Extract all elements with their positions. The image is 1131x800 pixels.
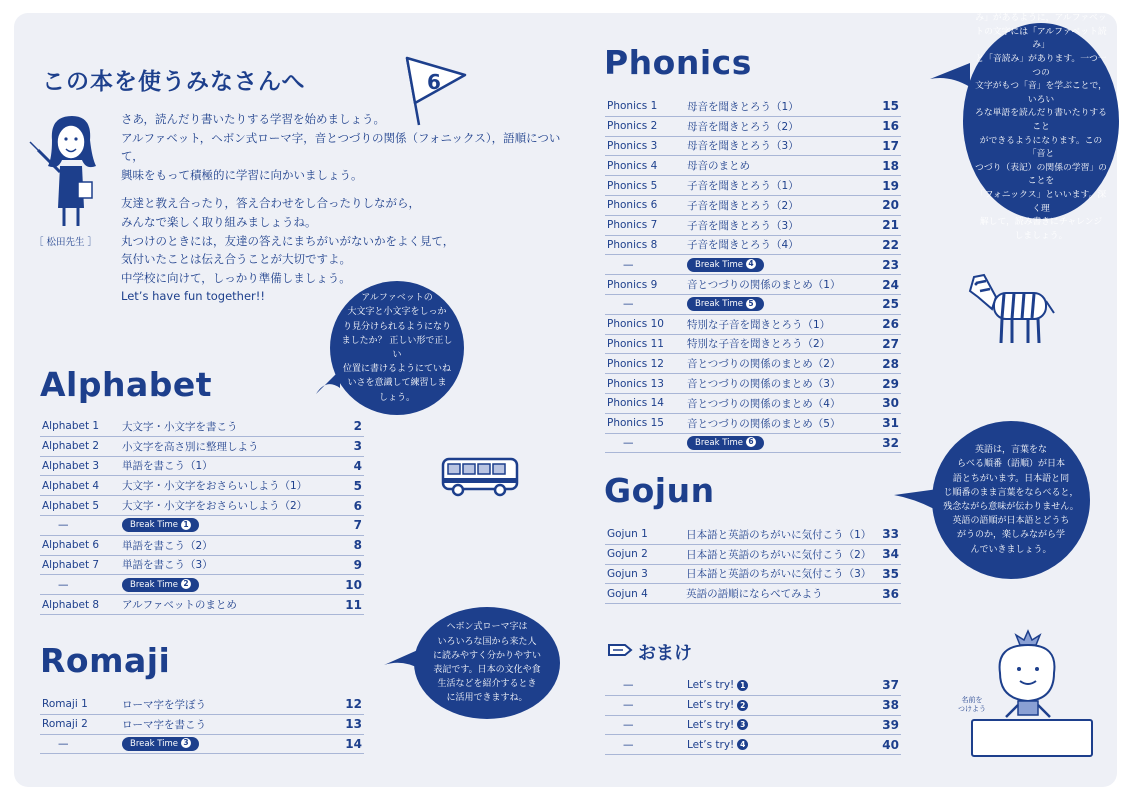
intro-line: 興味をもって積極的に学習に向かいましょう。 <box>121 167 363 182</box>
toc-row-title: 日本語と英語のちがいに気付こう（3） <box>686 564 871 584</box>
intro-line: 気付いたことは伝え合うことが大切ですよ。 <box>121 252 351 267</box>
toc-row-page: 39 <box>871 715 901 735</box>
toc-row-code: Phonics 8 <box>605 235 687 255</box>
toc-row-code: Phonics 10 <box>605 314 687 334</box>
toc-row <box>605 156 901 176</box>
toc-row-page: 13 <box>334 714 364 734</box>
toc-row <box>605 676 901 695</box>
toc-row-code: — <box>605 433 687 453</box>
toc-row-title: 子音を聞きとろう（1） <box>687 176 871 196</box>
toc-row-title: 音とつづりの関係のまとめ（2） <box>687 354 871 374</box>
toc-row-code: Gojun 3 <box>605 564 686 584</box>
toc-row-title <box>687 735 871 755</box>
toc-row-code: Phonics 3 <box>605 136 687 156</box>
toc-row-page: 8 <box>334 535 364 555</box>
bus-icon <box>440 456 520 498</box>
toc-row-title: 母音のまとめ <box>687 156 871 176</box>
toc-row-code: — <box>40 575 122 595</box>
toc-row-code: Alphabet 6 <box>40 535 122 555</box>
toc-row-page: 31 <box>871 413 901 433</box>
toc-row-page: 32 <box>871 433 901 453</box>
toc-row-page: 29 <box>871 374 901 394</box>
toc-row-page: 7 <box>334 515 364 535</box>
toc-row-title: 子音を聞きとろう（4） <box>687 235 871 255</box>
toc-row-page: 28 <box>871 354 901 374</box>
break-time-number: 2 <box>181 579 191 589</box>
toc-row-title: 英語の語順にならべてみよう <box>686 584 871 604</box>
toc-row-page: 33 <box>871 525 901 544</box>
toc-row-code: — <box>605 255 687 275</box>
toc-row-title: 日本語と英語のちがいに気付こう（1） <box>686 525 871 544</box>
toc-row-code: Alphabet 8 <box>40 595 122 615</box>
toc-row <box>605 393 901 413</box>
toc-row-title: ローマ字を書こう <box>122 714 334 734</box>
toc-table-alphabet <box>40 417 364 615</box>
toc-row <box>40 595 364 615</box>
toc-row <box>605 294 901 314</box>
toc-row-page: 25 <box>871 294 901 314</box>
toc-row-page: 14 <box>334 734 364 754</box>
toc-row-code: Phonics 14 <box>605 393 687 413</box>
toc-row-code: Alphabet 5 <box>40 496 122 516</box>
toc-row-code: Phonics 6 <box>605 195 687 215</box>
toc-row <box>40 734 364 754</box>
toc-row-page: 38 <box>871 695 901 715</box>
break-time-pill: Break Time 6 <box>687 436 764 450</box>
toc-row-page: 3 <box>334 436 364 456</box>
toc-row-code: Alphabet 3 <box>40 456 122 476</box>
toc-row <box>40 476 364 496</box>
toc-row <box>605 735 901 755</box>
toc-row-page: 11 <box>334 595 364 615</box>
toc-row-page: 15 <box>871 97 901 116</box>
toc-row-title: 音とつづりの関係のまとめ（1） <box>687 275 871 295</box>
lets-try-label: Let’s try! <box>687 718 735 731</box>
toc-row-page: 2 <box>334 417 364 436</box>
toc-row <box>605 195 901 215</box>
toc-row-code: — <box>605 695 687 715</box>
toc-row <box>40 436 364 456</box>
toc-row-page: 18 <box>871 156 901 176</box>
break-time-number: 3 <box>181 738 191 748</box>
toc-row-page: 4 <box>334 456 364 476</box>
section-title-phonics: Phonics <box>604 43 752 82</box>
lets-try-label: Let’s try! <box>687 738 735 751</box>
toc-row <box>40 695 364 714</box>
intro-line: みんなで楽しく取り組みましょうね。 <box>121 214 317 229</box>
lets-try-number: 2 <box>737 700 748 711</box>
toc-row-page: 19 <box>871 176 901 196</box>
toc-row-page: 40 <box>871 735 901 755</box>
toc-row <box>605 255 901 275</box>
toc-table-omake <box>605 676 901 755</box>
zebra-icon <box>966 267 1058 349</box>
toc-page <box>14 0 1117 787</box>
break-time-number: 5 <box>746 299 756 309</box>
toc-row-title <box>687 676 871 695</box>
toc-row-page: 22 <box>871 235 901 255</box>
section-title-romaji: Romaji <box>40 641 171 680</box>
lets-try-number: 3 <box>737 719 748 730</box>
teacher-label: ［ 松田先生 ］ <box>34 237 98 248</box>
bubble-tail <box>892 485 940 515</box>
toc-row <box>605 215 901 235</box>
toc-row <box>40 535 364 555</box>
toc-row <box>40 515 364 535</box>
toc-row-page: 37 <box>871 676 901 695</box>
toc-row-title: 母音を聞きとろう（1） <box>687 97 871 116</box>
toc-row-code: Alphabet 4 <box>40 476 122 496</box>
section-title-omake: おまけ <box>638 643 692 664</box>
toc-row <box>605 564 901 584</box>
intro-line: 丸つけのときには，友達の答えにまちがいがないかをよく見て， <box>121 233 455 248</box>
toc-row-code: Alphabet 1 <box>40 417 122 436</box>
break-time-number: 6 <box>746 437 756 447</box>
toc-row-page: 34 <box>871 544 901 564</box>
lets-try-label: Let’s try! <box>687 699 735 712</box>
teacher-illustration <box>36 108 106 233</box>
toc-row-title <box>122 575 334 595</box>
break-time-number: 4 <box>746 259 756 269</box>
name-input-box[interactable] <box>971 719 1093 757</box>
toc-row <box>605 413 901 433</box>
toc-row <box>40 417 364 436</box>
break-time-pill: Break Time 4 <box>687 258 764 272</box>
romaji-speech-bubble: ヘボン式ローマ字は いろいろな国から来た人 に読みやすく分かりやすい 表記です。日本の文化や食 生活などを紹介するとき に活用できますね。 <box>414 607 560 719</box>
toc-row-title: 子音を聞きとろう（2） <box>687 195 871 215</box>
toc-row-page: 20 <box>871 195 901 215</box>
toc-row <box>605 235 901 255</box>
toc-row-code: Phonics 15 <box>605 413 687 433</box>
toc-row-title <box>687 695 871 715</box>
toc-row <box>40 456 364 476</box>
toc-row <box>40 575 364 595</box>
toc-row <box>605 584 901 604</box>
toc-row-code: Phonics 4 <box>605 156 687 176</box>
lets-try-label: Let’s try! <box>687 679 735 692</box>
toc-row-page: 26 <box>871 314 901 334</box>
toc-table-romaji <box>40 695 364 754</box>
toc-row-code: Romaji 2 <box>40 714 122 734</box>
toc-row-title: 特別な子音を聞きとろう（1） <box>687 314 871 334</box>
toc-row-title: 母音を聞きとろう（3） <box>687 136 871 156</box>
phonics-speech-bubble: 漢字に「音読み」と「訓読 み」があるように，アルファベッ トの文字には「アルファベット読み」 と「音読み」があります。一つ一つの 文字がもつ「音」を学ぶことで，いろい ろな単語を読んだり書いたりすること ができるようになります。この「音と つづり（表記）の関係の学習」のことを 「フォニックス」といいます。深く理 解して，読み書きにチャレンジ しましょう。 <box>963 23 1119 219</box>
bubble-tail <box>382 645 422 675</box>
toc-row-page: 27 <box>871 334 901 354</box>
toc-row-code: — <box>605 715 687 735</box>
toc-row <box>605 176 901 196</box>
toc-row-page: 16 <box>871 116 901 136</box>
toc-row <box>605 374 901 394</box>
break-time-pill: Break Time 5 <box>687 297 764 311</box>
name-label: 名前を つけよう <box>958 696 986 713</box>
break-time-pill: Break Time 2 <box>122 578 199 592</box>
toc-row-title: 母音を聞きとろう（2） <box>687 116 871 136</box>
toc-row-code: — <box>40 515 122 535</box>
break-time-pill: Break Time 1 <box>122 518 199 532</box>
lets-try-number: 4 <box>737 739 748 750</box>
toc-row-page: 12 <box>334 695 364 714</box>
toc-row-code: Romaji 1 <box>40 695 122 714</box>
toc-row-page: 9 <box>334 555 364 575</box>
toc-row <box>605 354 901 374</box>
toc-row-title <box>687 294 871 314</box>
toc-row-title: 日本語と英語のちがいに気付こう（2） <box>686 544 871 564</box>
toc-row-page: 17 <box>871 136 901 156</box>
toc-row <box>605 314 901 334</box>
toc-row-title: 大文字・小文字をおさらいしよう（2） <box>122 496 334 516</box>
intro-text <box>121 110 581 306</box>
intro-line: 友達と教え合ったり，答え合わせをし合ったりしながら， <box>121 196 420 211</box>
toc-row-page: 30 <box>871 393 901 413</box>
toc-row-code: Phonics 11 <box>605 334 687 354</box>
toc-row-code: — <box>605 294 687 314</box>
toc-row-title: ローマ字を学ぼう <box>122 695 334 714</box>
toc-row <box>605 116 901 136</box>
toc-row-title: 小文字を高さ別に整理しよう <box>122 436 334 456</box>
gojun-speech-bubble: 英語は，言葉をな らべる順番（語順）が日本 語とちがいます。日本語と同 じ順番のまま言葉をならべると， 残念ながら意味が伝わりません。 英語の語順が日本語とどうち がうのか，楽しみながら学 んでいきましょう。 <box>932 421 1090 579</box>
toc-row <box>605 695 901 715</box>
toc-row-code: Phonics 5 <box>605 176 687 196</box>
toc-row-title: 大文字・小文字をおさらいしよう（1） <box>122 476 334 496</box>
alphabet-speech-bubble: アルファベットの 大文字と小文字をしっか り見分けられるようになり ましたか？ 正しい形で正しい 位置に書けるようにていね いさを意識して練習しま しょう。 <box>330 281 464 415</box>
bubble-tail <box>312 368 342 398</box>
bubble-tail <box>928 61 972 91</box>
toc-row-code: Phonics 7 <box>605 215 687 235</box>
toc-row-code: Alphabet 2 <box>40 436 122 456</box>
toc-row-code: Gojun 4 <box>605 584 686 604</box>
toc-row-page: 21 <box>871 215 901 235</box>
toc-row-page: 24 <box>871 275 901 295</box>
toc-row-page: 36 <box>871 584 901 604</box>
intro-title: この本を使うみなさんへ <box>42 69 306 95</box>
toc-row <box>605 334 901 354</box>
toc-table-phonics <box>605 97 901 453</box>
toc-row-title: 特別な子音を聞きとろう（2） <box>687 334 871 354</box>
pencil-icon <box>607 642 633 658</box>
toc-row <box>605 544 901 564</box>
toc-row <box>40 555 364 575</box>
toc-row-page: 23 <box>871 255 901 275</box>
toc-row-code: Phonics 13 <box>605 374 687 394</box>
toc-row-code: Phonics 1 <box>605 97 687 116</box>
intro-line: アルファベット，ヘボン式ローマ字，音とつづりの関係（フォニックス），語順について， <box>121 130 561 164</box>
toc-row-title: 音とつづりの関係のまとめ（4） <box>687 393 871 413</box>
lets-try-number: 1 <box>737 680 748 691</box>
toc-row-title: 音とつづりの関係のまとめ（5） <box>687 413 871 433</box>
toc-row <box>605 525 901 544</box>
toc-row-code: — <box>605 735 687 755</box>
toc-row-page: 5 <box>334 476 364 496</box>
toc-row-code: Phonics 2 <box>605 116 687 136</box>
flag-number: 6 <box>427 70 441 94</box>
toc-row <box>605 715 901 735</box>
section-title-alphabet: Alphabet <box>40 365 213 404</box>
toc-row-code: Alphabet 7 <box>40 555 122 575</box>
toc-row-code: Phonics 12 <box>605 354 687 374</box>
toc-row-code: — <box>605 676 687 695</box>
toc-row <box>605 275 901 295</box>
toc-row-title <box>687 433 871 453</box>
toc-row <box>605 136 901 156</box>
toc-row-code: Gojun 2 <box>605 544 686 564</box>
toc-table-gojun <box>605 525 901 604</box>
intro-line: さあ，読んだり書いたりする学習を始めましょう。 <box>121 112 386 126</box>
toc-row-code: — <box>40 734 122 754</box>
toc-row <box>605 433 901 453</box>
toc-row-title: 単語を書こう（1） <box>122 456 334 476</box>
toc-row-title: 単語を書こう（3） <box>122 555 334 575</box>
toc-row <box>40 496 364 516</box>
toc-row-title: 音とつづりの関係のまとめ（3） <box>687 374 871 394</box>
toc-row-title <box>122 515 334 535</box>
toc-row-title <box>687 255 871 275</box>
toc-row-title <box>687 715 871 735</box>
toc-row-page: 35 <box>871 564 901 584</box>
intro-line: 中学校に向けて，しっかり準備しましょう。 <box>121 270 351 285</box>
toc-row-title: 子音を聞きとろう（3） <box>687 215 871 235</box>
intro-line: Let’s have fun together!! <box>121 289 265 304</box>
toc-row-title: アルファベットのまとめ <box>122 595 334 615</box>
section-title-gojun: Gojun <box>604 471 715 510</box>
toc-row-title: 大文字・小文字を書こう <box>122 417 334 436</box>
toc-row <box>40 714 364 734</box>
break-time-number: 1 <box>181 520 191 530</box>
toc-row-code: Phonics 9 <box>605 275 687 295</box>
toc-row-page: 6 <box>334 496 364 516</box>
toc-row-code: Gojun 1 <box>605 525 686 544</box>
mascot-illustration <box>986 629 1066 724</box>
break-time-pill: Break Time 3 <box>122 737 199 751</box>
toc-row-title: 単語を書こう（2） <box>122 535 334 555</box>
toc-row <box>605 97 901 116</box>
toc-row-page: 10 <box>334 575 364 595</box>
toc-row-title <box>122 734 334 754</box>
